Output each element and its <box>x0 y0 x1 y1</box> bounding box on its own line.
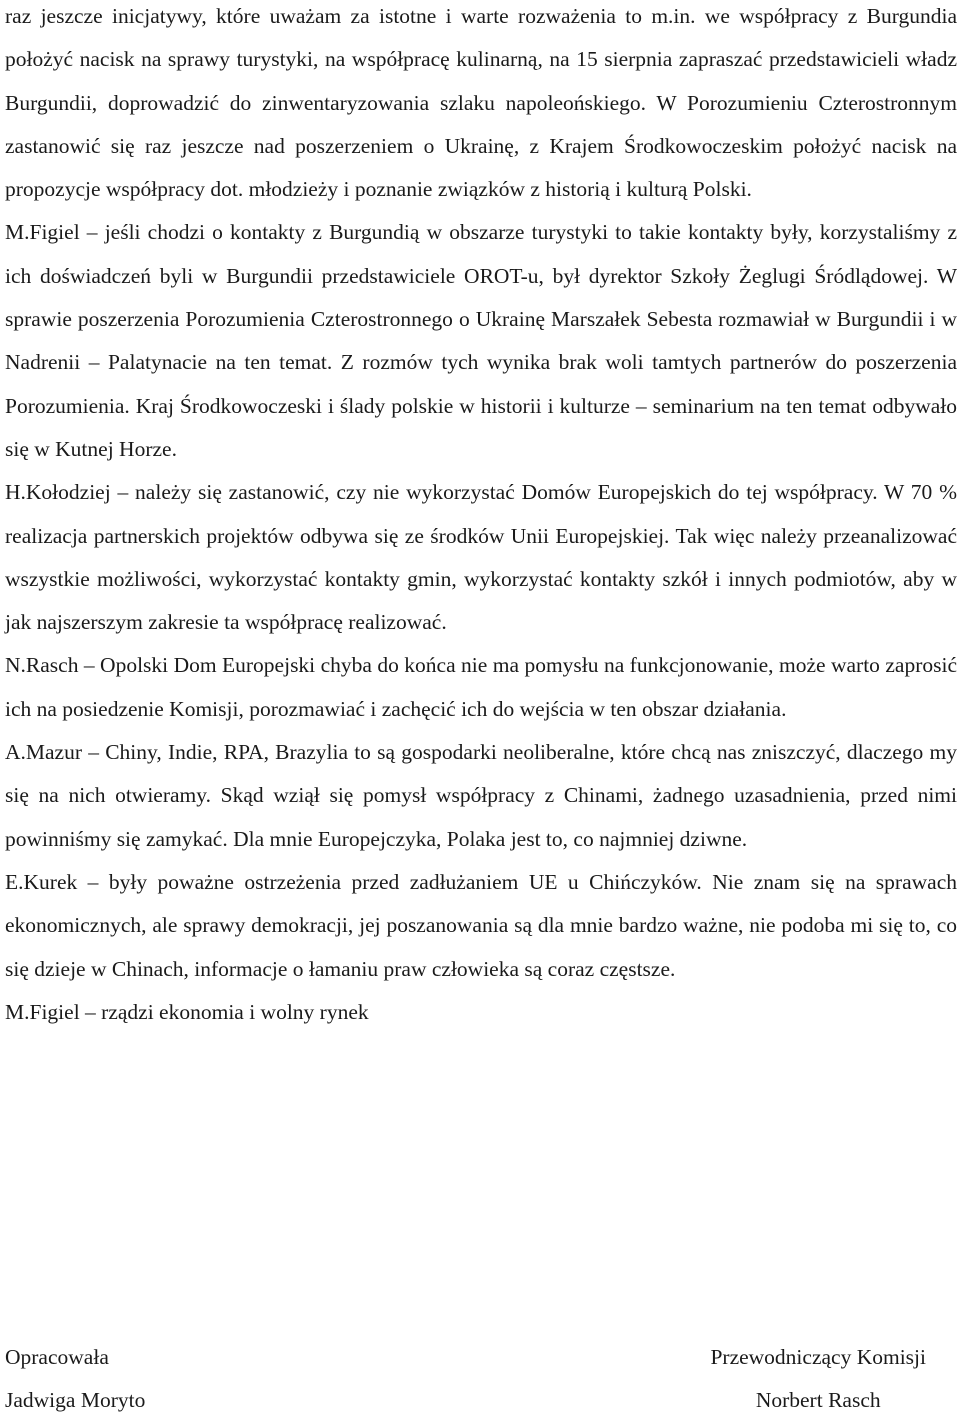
signature-right-name: Norbert Rasch <box>755 1388 881 1413</box>
signature-left <box>5 1336 145 1423</box>
paragraph-mazur: A.Mazur – Chiny, Indie, RPA, Brazylia to są gospodarki neoliberalne, które chcą nas zniszczyć, dlaczego my się na nich otwieramy. Skąd wziął się pomysł współpracy z Chinami, żadnego uzasadnienia, przed nimi powinniśmy się zamykać. Dla mnie Europejczyka, Polaka jest to, co najmniej dziwne. <box>5 740 957 851</box>
paragraph-kolodziej: H.Kołodziej – należy się zastanowić, czy nie wykorzystać Domów Europejskich do tej współpracy. W 70 % realizacja partnerskich projektów odbywa się ze środków Unii Europejskiej. Tak więc należy przeanalizować wszystkie możliwości, wykorzystać kontakty gmin, wykorzystać kontakty szkół i innych podmiotów, aby w jak najszerszym zakresie ta współpracę realizować. <box>5 480 957 635</box>
paragraph-intro: raz jeszcze inicjatywy, które uważam za istotne i warte rozważenia to m.in. we współpracy z Burgundia położyć nacisk na sprawy turystyki, na współpracę kulinarną, na 15 sierpnia zapraszać przedstawicieli władz Burgundii, doprowadzić do zinwentaryzowania szlaku napoleońskiego. W Porozumieniu Czterostronnym zastanowić się raz jeszcze nad poszerzeniem o Ukrainę, z Krajem Środkowoczeskim położyć nacisk na propozycje współpracy dot. młodzieży i poznanie związków z historią i kulturą Polski. <box>5 4 957 202</box>
signature-right <box>710 1336 926 1423</box>
signature-block <box>5 1336 926 1423</box>
paragraph-rasch: N.Rasch – Opolski Dom Europejski chyba do końca nie ma pomysłu na funkcjonowanie, może warto zaprosić ich na posiedzenie Komisji, porozmawiać i zachęcić ich do wejścia w ten obszar działania. <box>5 653 957 721</box>
signature-right-role: Przewodniczący Komisji <box>710 1345 926 1369</box>
paragraph-kurek: E.Kurek – były poważne ostrzeżenia przed zadłużaniem UE u Chińczyków. Nie znam się na sprawach ekonomicznych, ale sprawy demokracji, jej poszanowania są dla mnie bardzo ważne, nie podoba mi się to, co się dzieje w Chinach, informacje o łamaniu praw człowieka są coraz częstsze. <box>5 869 957 981</box>
signature-left-name: Jadwiga Moryto <box>5 1388 146 1413</box>
paragraph-figiel-1: M.Figiel – jeśli chodzi o kontakty z Burgundią w obszarze turystyki to takie kontakty były, korzystaliśmy z ich doświadczeń byli w Burgundii przedstawiciele OROT-u, był dyrektor Szkoły Żeglugi Śródlądowej. W sprawie poszerzenia Porozumienia Czterostronnego o Ukrainę Marszałek Sebesta rozmawiał w Burgundii i w Nadrenii – Palatynacie na ten temat. Z rozmów tych wynika brak woli tamtych partnerów do poszerzenia Porozumienia. Kraj Środkowoczeski i ślady polskie w historii i kulturze – seminarium na ten temat odbywało się w Kutnej Horze. <box>5 220 957 461</box>
paragraph-figiel-2: M.Figiel – rządzi ekonomia i wolny rynek <box>5 999 369 1024</box>
document-body <box>5 0 957 1034</box>
signature-left-role: Opracowała <box>5 1345 109 1369</box>
